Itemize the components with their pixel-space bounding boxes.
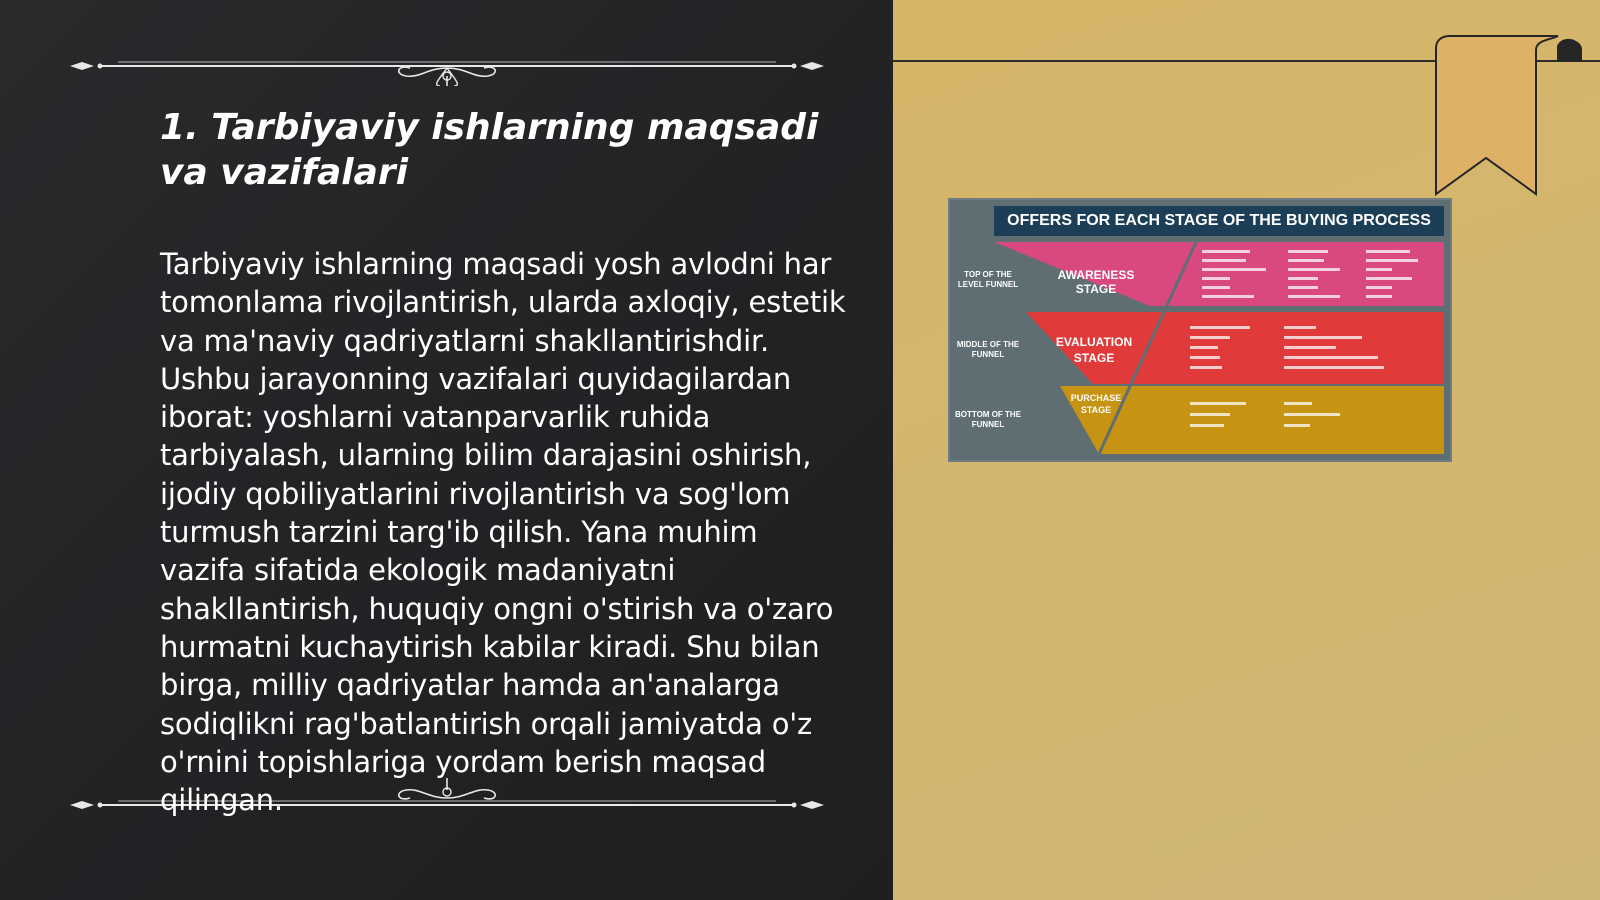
bullet-details-graphic	[950, 200, 1450, 460]
ornament-top-icon	[68, 46, 826, 86]
slide-body-text: Tarbiyaviy ishlarning maqsadi yosh avlodni har tomonlama rivojlantirish, ularda axloqiy, estetik va ma'naviy qadriyatlarni shakllantirishdir. Ushbu jarayonning vazifalari quyidagilardan iborat: yoshlarni vatanparvarlik ruhida tarbiyalash, ularning bilim darajasini oshirish, ijodiy qobiliyatlarini rivojlantirish va sog'lom turmush tarzini targ'ib qilish. Yana muhim vazifa sifatida ekologik madaniyatni shakllantirish, huquqiy ongni o'stirish va o'zaro hurmatni kuchaytirish kabilar kiradi. Shu bilan birga, milliy qadriyatlar hamda an'analarga sodiqlikni rag'batlantirish orqali jamiyatda o'z o'rnini topishlariga yordam berish maqsad qilingan.	[160, 247, 846, 818]
side-label-bottom: BOTTOM OF THE FUNNEL	[954, 410, 1022, 429]
bookmark-icon	[1432, 34, 1582, 200]
evaluation-stage-label: EVALUATION STAGE	[1055, 335, 1133, 365]
purchase-stage-label: PURCHASE STAGE	[1070, 393, 1122, 415]
funnel-infographic	[950, 200, 1450, 460]
infographic-title: OFFERS FOR EACH STAGE OF THE BUYING PROCESS	[994, 206, 1444, 236]
side-label-middle: MIDDLE OF THE FUNNEL	[956, 340, 1020, 359]
slide-title: 1. Tarbiyaviy ishlarning maqsadi va vazifalari	[160, 107, 819, 193]
side-label-top: TOP OF THE LEVEL FUNNEL	[957, 270, 1019, 289]
awareness-stage-label: AWARENESS STAGE	[1057, 268, 1135, 296]
